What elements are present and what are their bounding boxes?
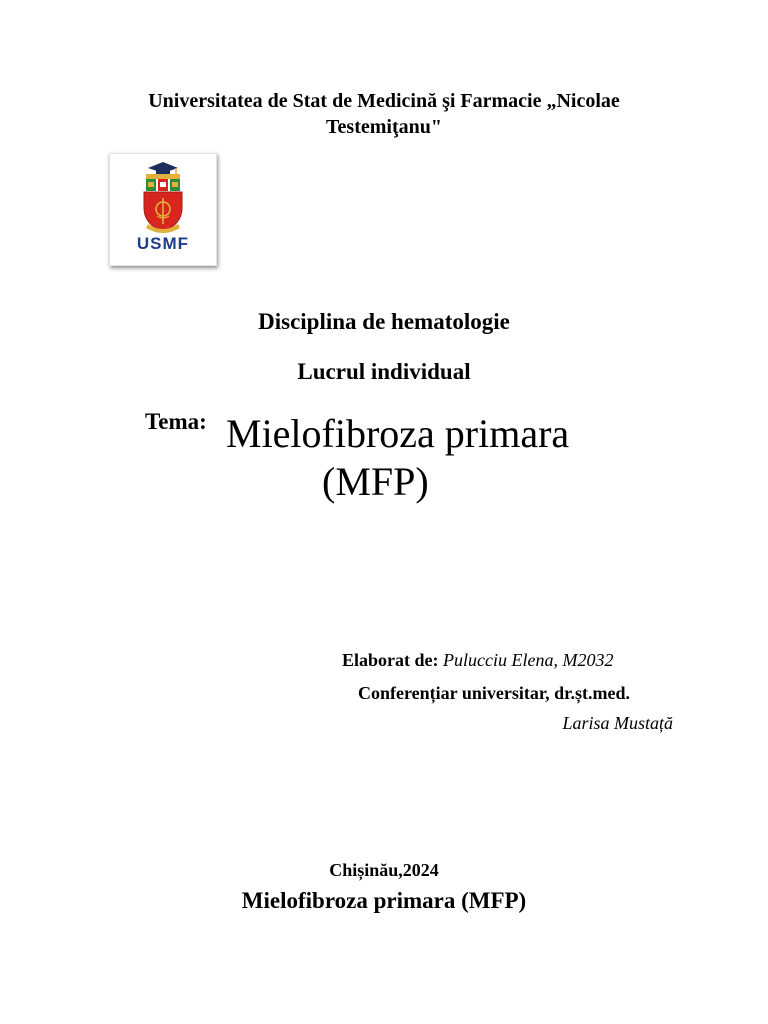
discipline-title: Disciplina de hematologie xyxy=(258,309,510,334)
footer-title: Mielofibroza primara (MFP) xyxy=(241,888,527,913)
city-year: Chișinău,2024 xyxy=(329,860,439,880)
author-label: Elaborat de: xyxy=(342,650,439,670)
university-name-line1: Universitatea de Stat de Medicină şi Farmacie „Nicolae xyxy=(148,90,620,112)
author-name: Pulucciu Elena, M2032 xyxy=(443,650,614,670)
usmf-logo xyxy=(109,153,217,266)
usmf-logo-text: USMF xyxy=(136,234,190,253)
supervisor-name: Larisa Mustață xyxy=(562,713,673,733)
university-name xyxy=(60,88,708,140)
supervisor-title: Conferențiar universitar, dr.șt.med. xyxy=(358,683,630,703)
theme-title-line1: Mielofibroza primara xyxy=(226,411,570,456)
university-name-line2: Testemiţanu" xyxy=(326,116,442,138)
work-type: Lucrul individual xyxy=(297,359,471,384)
author-line xyxy=(342,650,613,671)
theme-label: Tema: xyxy=(145,409,207,434)
theme-title-line2: (MFP) xyxy=(322,459,429,504)
theme-title xyxy=(226,410,646,506)
